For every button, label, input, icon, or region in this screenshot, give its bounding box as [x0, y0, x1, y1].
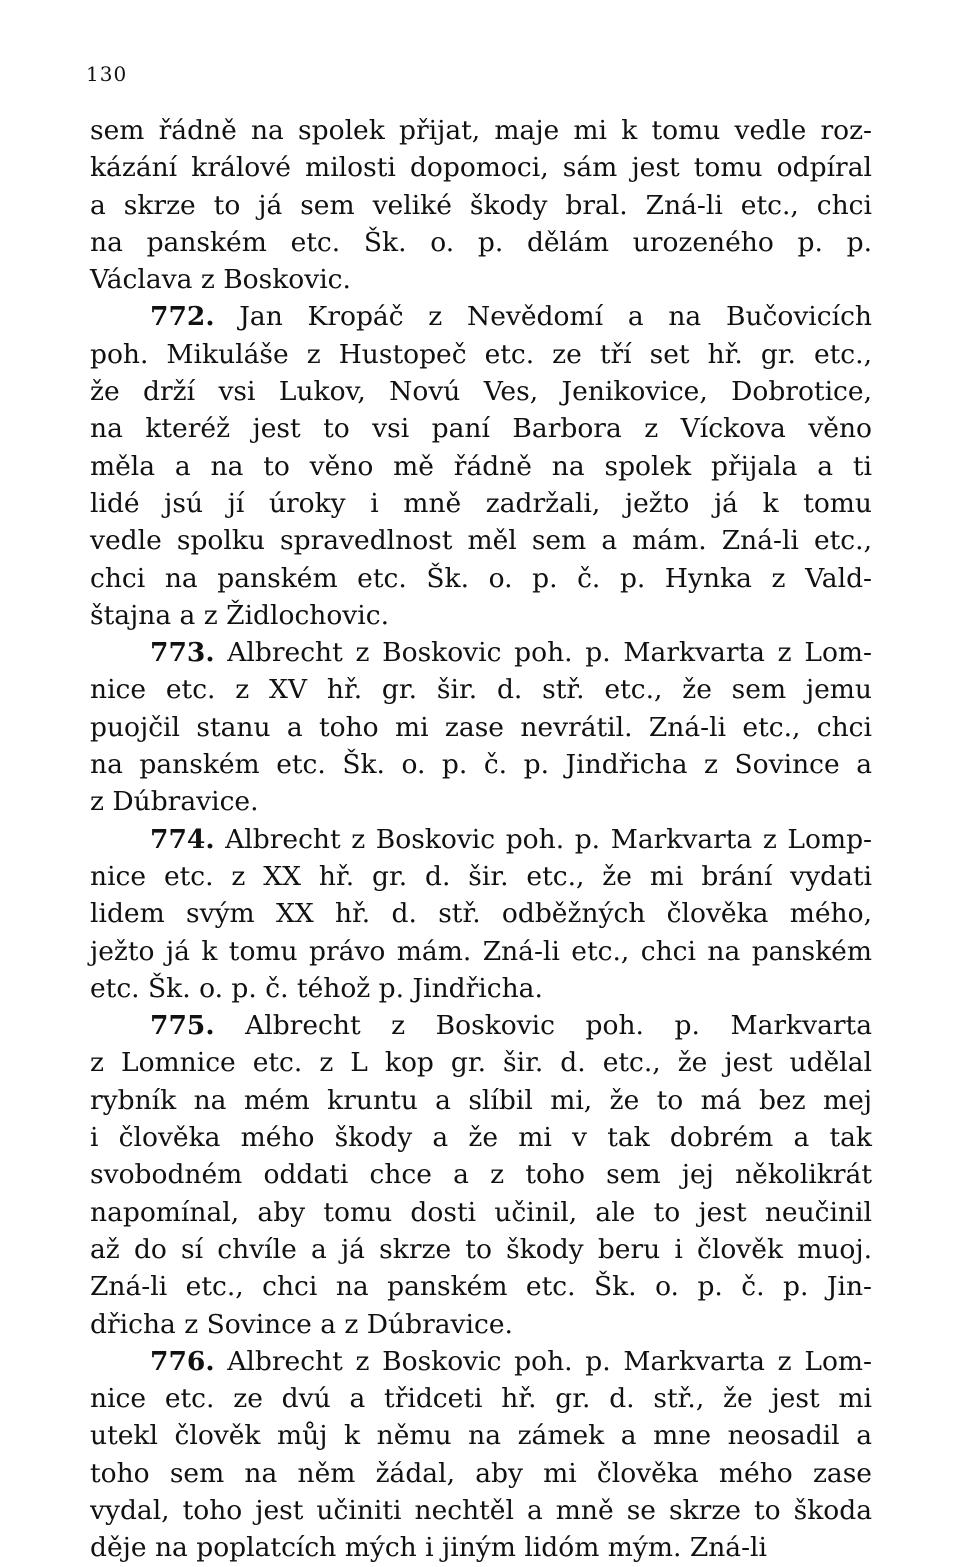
line-text: svobodném oddati chce a z toho sem jej několikrát — [90, 1159, 872, 1191]
text-line — [90, 261, 872, 298]
line-text: na panském etc. Šk. o. p. č. p. Jindřicha z Sovince a — [90, 749, 872, 781]
text-line — [90, 970, 872, 1007]
paragraph — [90, 298, 872, 634]
entry-number: 776. — [150, 1345, 215, 1377]
line-text: z Dúbravice. — [90, 786, 259, 818]
text-line — [90, 485, 872, 522]
line-text: i člověka mého škody a že mi v tak dobrém a tak — [90, 1122, 872, 1154]
line-text: na kteréž jest to vsi paní Barbora z Víckova věno — [90, 413, 872, 445]
line-text: etc. Šk. o. p. č. téhož p. Jindřicha. — [90, 972, 543, 1004]
entry-number: 775. — [150, 1010, 215, 1042]
line-text: rybník na mém kruntu a slíbil mi, že to má bez mej — [90, 1084, 872, 1116]
text-line — [90, 1194, 872, 1231]
line-text: Albrecht z Boskovic poh. p. Markvarta z Lomp- — [214, 823, 872, 855]
text-line — [90, 821, 872, 858]
text-line — [90, 1492, 872, 1529]
paragraph — [90, 1007, 872, 1343]
text-line — [90, 858, 872, 895]
entry-number: 774. — [150, 823, 215, 855]
line-text: lidé jsú jí úroky i mně zadržali, ježto já k tomu — [90, 487, 872, 519]
text-line — [90, 709, 872, 746]
line-text: že drží vsi Lukov, Novú Ves, Jenikovice, Dobrotice, — [90, 376, 872, 408]
line-text: poh. Mikuláše z Hustopeč etc. ze tří set hř. gr. etc., — [90, 338, 872, 370]
text-line — [90, 410, 872, 447]
text-line — [90, 1044, 872, 1081]
line-text: lidem svým XX hř. d. stř. odběžných člověka mého, — [90, 898, 872, 930]
text-line — [90, 1119, 872, 1156]
line-text: sem řádně na spolek přijat, maje mi k tomu vedle roz- — [90, 115, 872, 146]
text-line — [90, 1231, 872, 1268]
text-line — [90, 634, 872, 671]
line-text: kázání králové milosti dopomoci, sám jest tomu odpíral — [90, 152, 872, 184]
line-text: měla a na to věno mě řádně na spolek přijala a ti — [90, 450, 872, 482]
text-line — [90, 298, 872, 335]
text-line — [90, 1007, 872, 1044]
text-line — [90, 1417, 872, 1454]
line-text: napomínal, aby tomu dosti učinil, ale to jest neučinil — [90, 1196, 872, 1228]
text-line — [90, 1343, 872, 1380]
line-text: dřicha z Sovince a z Dúbravice. — [90, 1308, 513, 1340]
text-line — [90, 560, 872, 597]
line-text: Albrecht z Boskovic poh. p. Markvarta — [214, 1010, 872, 1042]
paragraph — [90, 112, 872, 298]
paragraph — [90, 634, 872, 820]
line-text: vydal, toho jest učiniti nechtěl a mně se skrze to škoda — [90, 1494, 872, 1526]
line-text: toho sem na něm žádal, aby mi člověka mého zase — [90, 1457, 872, 1489]
line-text: a skrze to já sem veliké škody bral. Zná-li etc., chci — [90, 189, 872, 221]
line-text: Albrecht z Boskovic poh. p. Markvarta z Lom- — [214, 637, 872, 669]
text-line — [90, 1455, 872, 1492]
text-line — [90, 671, 872, 708]
entry-number: 773. — [150, 637, 215, 669]
page-number: 130 — [86, 62, 128, 86]
line-text: nice etc. z XX hř. gr. d. šir. etc., že mi brání vydati — [90, 860, 872, 892]
text-line — [90, 373, 872, 410]
text-line — [90, 1156, 872, 1193]
line-text: ježto já k tomu právo mám. Zná-li etc., chci na panském — [90, 935, 872, 967]
paragraph — [90, 821, 872, 1007]
text-line — [90, 597, 872, 634]
text-line — [90, 1529, 872, 1566]
line-text: nice etc. ze dvú a třidceti hř. gr. d. stř., že jest mi — [90, 1383, 872, 1415]
line-text: Zná-li etc., chci na panském etc. Šk. o. p. č. p. Jin- — [90, 1271, 872, 1303]
paragraph — [90, 1343, 872, 1567]
line-text: na panském etc. Šk. o. p. dělám urozeného p. p. — [90, 226, 872, 258]
text-line — [90, 224, 872, 261]
line-text: puojčil stanu a toho mi zase nevrátil. Zná-li etc., chci — [90, 711, 872, 743]
text-line — [90, 149, 872, 186]
text-line — [90, 1380, 872, 1417]
document-body — [90, 112, 872, 1567]
text-line — [90, 783, 872, 820]
line-text: až do sí chvíle a já skrze to škody beru i člověk muoj. — [90, 1233, 872, 1265]
line-text: chci na panském etc. Šk. o. p. č. p. Hynka z Vald- — [90, 562, 872, 594]
entry-number: 772. — [150, 301, 215, 333]
line-text: štajna a z Židlochovic. — [90, 599, 390, 631]
text-line — [90, 746, 872, 783]
text-line — [90, 522, 872, 559]
text-line — [90, 1082, 872, 1119]
text-line — [90, 187, 872, 224]
text-line — [90, 933, 872, 970]
text-line — [90, 1268, 872, 1305]
text-line — [90, 112, 872, 149]
line-text: z Lomnice etc. z L kop gr. šir. d. etc., že jest udělal — [90, 1047, 872, 1079]
text-line — [90, 895, 872, 932]
line-text: Václava z Boskovic. — [90, 264, 351, 296]
text-line — [90, 448, 872, 485]
line-text: děje na poplatcích mých i jiným lidóm mým. Zná-li — [90, 1532, 768, 1564]
line-text: Jan Kropáč z Nevědomí a na Bučovicích — [214, 301, 872, 333]
line-text: utekl člověk můj k němu na zámek a mne neosadil a — [90, 1420, 872, 1452]
line-text: vedle spolku spravedlnost měl sem a mám. Zná-li etc., — [90, 525, 872, 557]
line-text: nice etc. z XV hř. gr. šir. d. stř. etc., že sem jemu — [90, 674, 872, 706]
line-text: Albrecht z Boskovic poh. p. Markvarta z Lom- — [214, 1345, 872, 1377]
text-line — [90, 336, 872, 373]
text-line — [90, 1306, 872, 1343]
